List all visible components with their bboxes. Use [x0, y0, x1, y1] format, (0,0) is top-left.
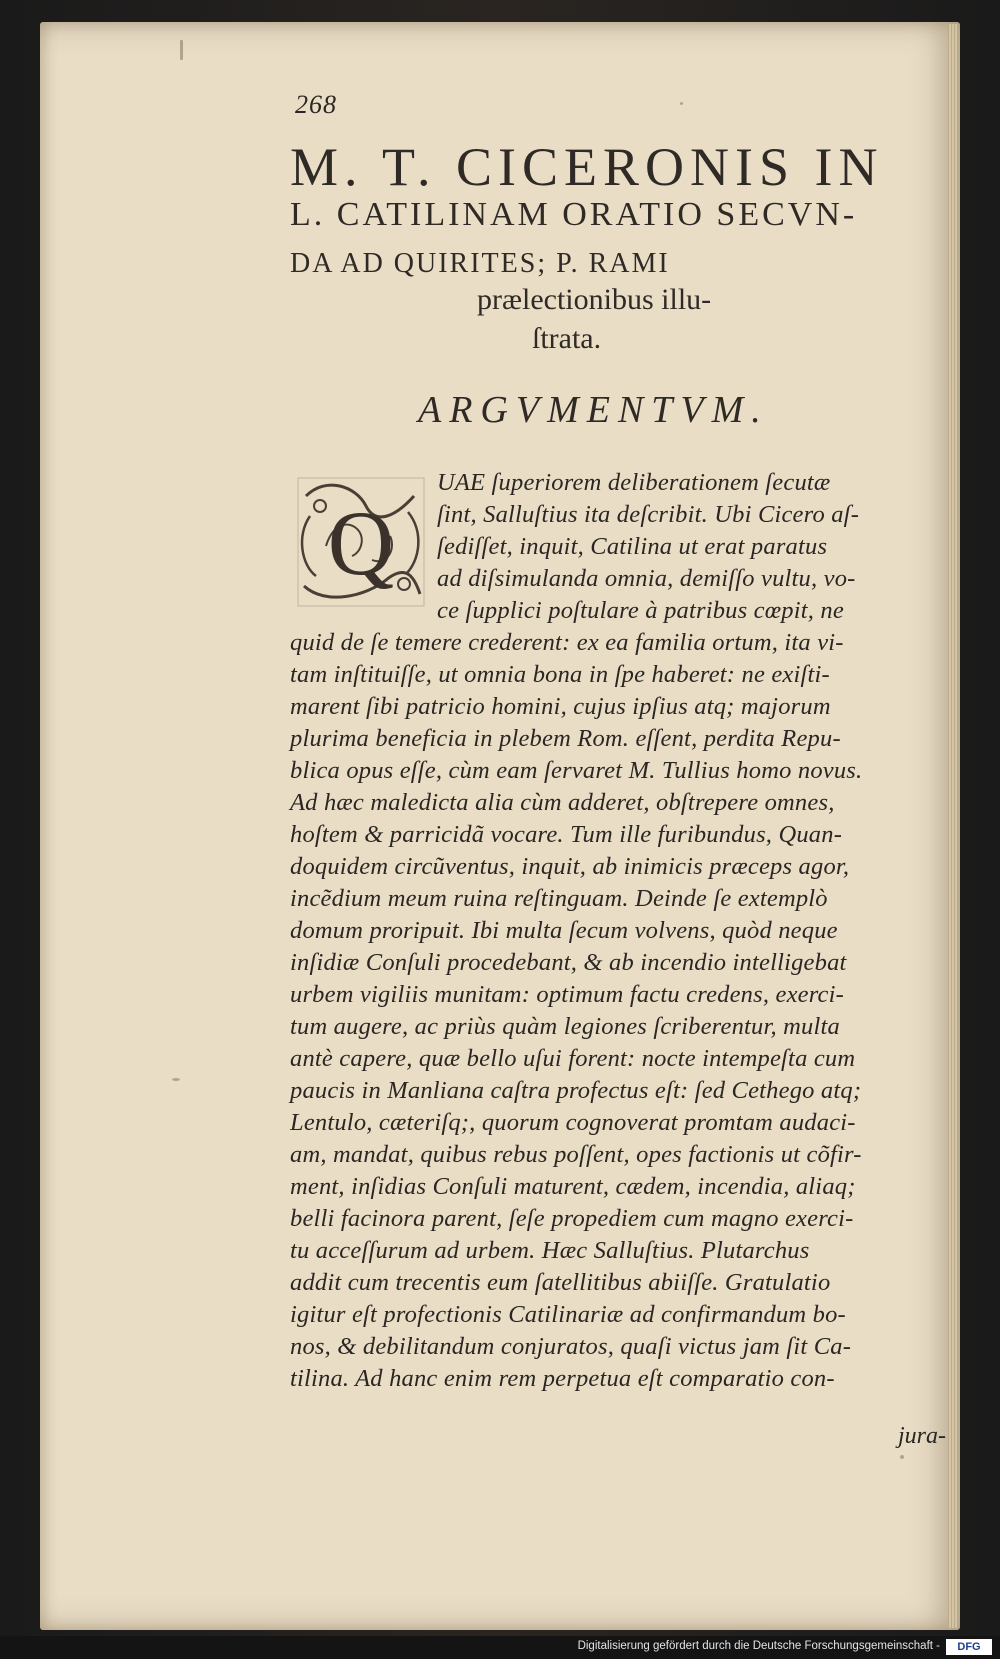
title-line-3: DA AD QUIRITES; P. RAMI — [290, 248, 670, 279]
decorated-initial-ornament — [296, 476, 426, 608]
body-line: incẽdium meum ruina reſtinguam. Deinde ſe extemplò — [290, 885, 828, 912]
body-line: nos, & debilitandum conjuratos, quaſi victus jam ſit Ca- — [290, 1333, 852, 1360]
body-line: marent ſibi patricio homini, cujus ipſius atq; majorum — [290, 693, 831, 720]
body-line: Lentulo, cæteriſq;, quorum cognoverat promtam audaci- — [290, 1109, 856, 1136]
body-line: doquidem circũventus, inquit, ab inimicis præceps agor, — [290, 853, 850, 880]
body-line: domum proripuit. Ibi multa ſecum volvens, quòd neque — [290, 917, 838, 944]
page-number: 268 — [295, 90, 337, 119]
footer-credit: Digitalisierung gefördert durch die Deutsche Forschungsgemeinschaft - — [577, 1640, 940, 1652]
body-line: hoſtem & parricidã vocare. Tum ille furibundus, Quan- — [290, 821, 843, 848]
body-line: inſidiæ Conſuli procedebant, & ab incendio intelligebat — [290, 949, 847, 976]
body-line: tilina. Ad hanc enim rem perpetua eſt comparatio con- — [290, 1365, 835, 1392]
body-line: ment, inſidias Conſuli maturent, cædem, incendia, aliaq; — [290, 1173, 856, 1200]
title-line-4: prælectionibus illu- — [477, 283, 712, 316]
footer-bar — [0, 1636, 1000, 1659]
title-line-1: M. T. CICERONIS IN — [290, 137, 884, 197]
body-line: blica opus eſſe, cùm eam ſervaret M. Tullius homo novus. — [290, 757, 863, 784]
catchword: jura- — [898, 1423, 946, 1449]
body-line: am, mandat, quibus rebus poſſent, opes factionis ut cõfir- — [290, 1141, 862, 1168]
body-line: UAE ſuperiorem deliberationem ſecutæ — [437, 469, 831, 496]
body-line: tu acceſſurum ad urbem. Hæc Salluſtius. Plutarchus — [290, 1237, 810, 1264]
body-line: tam inſtituiſſe, ut omnia bona in ſpe haberet: ne exiſti- — [290, 661, 830, 688]
body-line: Ad hæc maledicta alia cùm adderet, obſtrepere omnes, — [290, 789, 835, 816]
dfg-logo: DFG — [946, 1639, 992, 1655]
initial-letter: Q — [327, 492, 395, 594]
title-line-5: ſtrata. — [532, 322, 602, 355]
section-heading: ARGVMENTVM. — [418, 389, 769, 431]
body-line: belli facinora parent, ſeſe propediem cum magno exerci- — [290, 1205, 854, 1232]
body-line: urbem vigiliis munitam: optimum factu credens, exerci- — [290, 981, 844, 1008]
body-line: quid de ſe temere crederent: ex ea familia ortum, ita vi- — [290, 629, 844, 656]
decorated-initial — [296, 476, 426, 608]
body-line: ce ſupplici poſtulare à patribus cœpit, ne — [437, 597, 844, 624]
body-line: ſint, Salluſtius ita deſcribit. Ubi Cicero aſ- — [437, 501, 860, 528]
body-line: addit cum trecentis eum ſatellitibus abiiſſe. Gratulatio — [290, 1269, 831, 1296]
paper-speck — [172, 1078, 180, 1081]
paper-mark — [180, 40, 183, 60]
body-line: tum augere, ac priùs quàm legiones ſcriberentur, multa — [290, 1013, 840, 1040]
body-line: ad diſsimulanda omnia, demiſſo vultu, vo- — [437, 565, 856, 592]
body-line: plurima beneficia in plebem Rom. eſſent, perdita Repu- — [290, 725, 841, 752]
paper-speck — [900, 1455, 904, 1459]
body-line: antè capere, quæ bello uſui forent: nocte intempeſta cum — [290, 1045, 856, 1072]
page-edge — [948, 24, 958, 1628]
paper-speck — [680, 102, 683, 105]
body-line: ſediſſet, inquit, Catilina ut erat paratus — [437, 533, 828, 560]
title-line-2: L. CATILINAM ORATIO SECVN- — [290, 196, 858, 233]
body-line: paucis in Manliana caſtra profectus eſt: ſed Cethego atq; — [290, 1077, 862, 1104]
body-line: igitur eſt profectionis Catilinariæ ad confirmandum bo- — [290, 1301, 846, 1328]
